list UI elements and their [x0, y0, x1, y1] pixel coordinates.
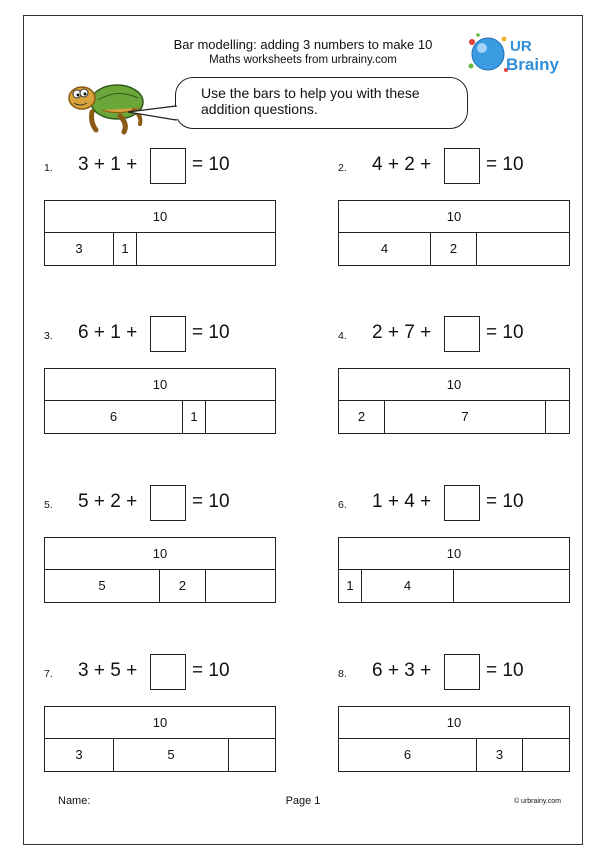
bubble-tail: [128, 104, 188, 124]
question-equals: = 10: [192, 660, 230, 681]
bar-parts: [338, 232, 570, 266]
bar-part: 2: [431, 233, 477, 265]
bar-part-missing: [454, 570, 569, 602]
question-3: [44, 316, 304, 456]
name-label: Name:: [58, 795, 91, 807]
question-2: [338, 148, 598, 288]
bar-part: 5: [45, 570, 160, 602]
question-number: 7.: [44, 668, 53, 680]
question-number: 3.: [44, 330, 53, 342]
bar-part-missing: [206, 570, 275, 602]
bar-whole: 10: [44, 368, 276, 401]
bar-part: 1: [114, 233, 137, 265]
bar-parts: [338, 400, 570, 434]
question-equals: = 10: [192, 322, 230, 343]
bar-parts: [44, 400, 276, 434]
bar-whole: 10: [44, 200, 276, 233]
question-4: [338, 316, 598, 456]
bar-whole: 10: [338, 200, 570, 233]
answer-box[interactable]: [444, 485, 480, 521]
bar-part-missing: [546, 401, 569, 433]
bar-whole: 10: [338, 537, 570, 570]
bar-part: 3: [45, 233, 114, 265]
worksheet-subtitle: Maths worksheets from urbrainy.com: [209, 54, 397, 66]
bar-part-missing: [229, 739, 275, 771]
bar-parts: [44, 232, 276, 266]
bar-whole: 10: [338, 706, 570, 739]
page-number: Page 1: [285, 795, 321, 807]
question-number: 5.: [44, 499, 53, 511]
bar-part: 6: [45, 401, 183, 433]
question-number: 4.: [338, 330, 347, 342]
copyright-text: © urbrainy.com: [513, 798, 561, 805]
bar-part: 7: [385, 401, 546, 433]
question-equals: = 10: [486, 660, 524, 681]
bar-whole: 10: [44, 537, 276, 570]
question-number: 1.: [44, 162, 53, 174]
bar-part-missing: [477, 233, 569, 265]
question-7: [44, 654, 304, 794]
bar-parts: [44, 569, 276, 603]
question-8: [338, 654, 598, 794]
question-expression: 4 + 2 +: [372, 154, 432, 175]
bar-parts: [338, 569, 570, 603]
logo-text-top: UR: [510, 38, 532, 55]
bar-part: 3: [477, 739, 523, 771]
bar-part: 4: [362, 570, 454, 602]
bar-part-missing: [137, 233, 275, 265]
answer-box[interactable]: [150, 148, 186, 184]
instruction-text: Use the bars to help you with these addition questions.: [201, 85, 420, 117]
question-expression: 3 + 5 +: [78, 660, 138, 681]
question-equals: = 10: [192, 154, 230, 175]
question-equals: = 10: [486, 322, 524, 343]
answer-box[interactable]: [444, 148, 480, 184]
answer-box[interactable]: [150, 316, 186, 352]
logo-text-bottom: Brainy: [506, 55, 559, 74]
bar-whole: 10: [44, 706, 276, 739]
question-equals: = 10: [192, 491, 230, 512]
question-5: [44, 485, 304, 625]
worksheet-title: Bar modelling: adding 3 numbers to make 10: [173, 37, 433, 52]
bar-part: 1: [183, 401, 206, 433]
bar-part: 5: [114, 739, 229, 771]
question-equals: = 10: [486, 154, 524, 175]
question-number: 8.: [338, 668, 347, 680]
question-1: [44, 148, 304, 288]
bar-part: 4: [339, 233, 431, 265]
bar-part: 2: [160, 570, 206, 602]
answer-box[interactable]: [444, 654, 480, 690]
bar-part-missing: [206, 401, 275, 433]
bar-part-missing: [523, 739, 569, 771]
question-expression: 3 + 1 +: [78, 154, 138, 175]
question-expression: 6 + 1 +: [78, 322, 138, 343]
bar-whole: 10: [338, 368, 570, 401]
answer-box[interactable]: [444, 316, 480, 352]
question-number: 2.: [338, 162, 347, 174]
question-expression: 2 + 7 +: [372, 322, 432, 343]
urbrainy-logo: [466, 32, 581, 77]
bar-part: 3: [45, 739, 114, 771]
question-equals: = 10: [486, 491, 524, 512]
question-expression: 6 + 3 +: [372, 660, 432, 681]
answer-box[interactable]: [150, 654, 186, 690]
question-expression: 1 + 4 +: [372, 491, 432, 512]
question-6: [338, 485, 598, 625]
answer-box[interactable]: [150, 485, 186, 521]
question-expression: 5 + 2 +: [78, 491, 138, 512]
bar-part: 2: [339, 401, 385, 433]
question-number: 6.: [338, 499, 347, 511]
bar-part: 1: [339, 570, 362, 602]
bar-parts: [44, 738, 276, 772]
bar-parts: [338, 738, 570, 772]
bar-part: 6: [339, 739, 477, 771]
